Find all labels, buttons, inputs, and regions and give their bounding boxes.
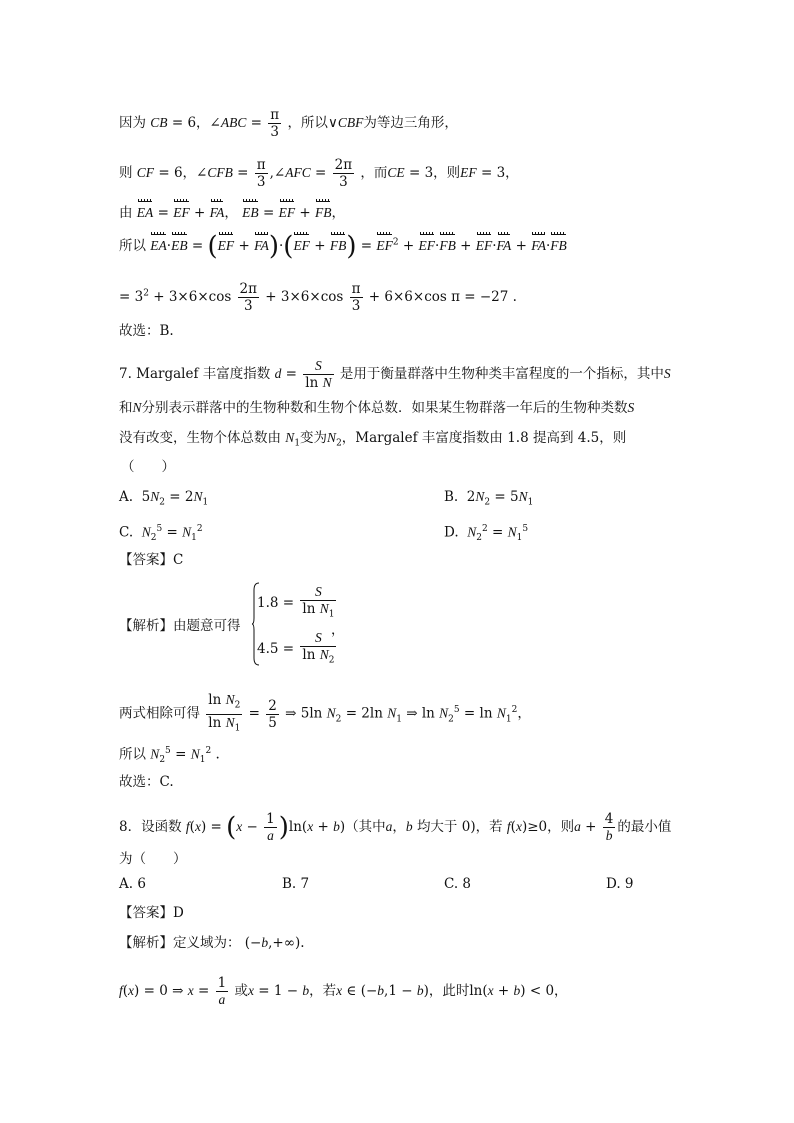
solution-7-intro: 【解析】由题意可得 <box>119 618 241 634</box>
line-dot-product: 所以 $EA\cdot EB = (EF + FA)\cdot(EF + FB) = EF^2 + EF\cdot FB + EF\cdot FA + FA\cdot FB$ <box>119 231 567 262</box>
solution-7-conclusion: 所以 $N_2^5 = N_1^2$ . <box>119 746 220 766</box>
option-7b[interactable]: B. $2N_2 = 5N_1$ <box>444 489 534 508</box>
answer-6: 故选：B. <box>119 323 174 339</box>
option-8a[interactable]: A. 6 <box>119 876 146 892</box>
question-7-line1: 7. Margalef 丰富度指数 d = $\frac{S}{\text{ln N}}$ 是用于衡量群落中生物种类丰富程度的一个指标，其中S <box>119 358 671 391</box>
solution-8-domain: 【解析】定义域为： (−b,+∞). <box>119 935 305 951</box>
option-7a[interactable]: A. $5N_2 = 2N_1$ <box>119 489 209 508</box>
option-8b[interactable]: B. 7 <box>282 876 310 892</box>
option-7d[interactable]: D. $N_2^2 = N_1^5$ <box>444 524 529 544</box>
solution-7-divide: 两式相除可得 $\frac{\ln N_2}{\ln N_1}$ = $\frac{2}{5}$ ⇒ 5ln $N_2 = 2\ln$ $N_1$ ⇒ $\ln N_2^5 = \ln N_1^2$， <box>119 692 531 734</box>
option-8d[interactable]: D. 9 <box>606 876 634 892</box>
answer-7: 故选：C. <box>119 774 174 790</box>
line-vectors: 由 EA = EF + FA， EB = EF + FB， <box>119 199 345 223</box>
line-result: = $3^2 + 3\times 6\times\cos$ $\frac{2\pi}{3}$ + 3×6×cos $\frac{\pi}{3}$ + 6×6×cos π = −27 . <box>119 281 517 314</box>
answer-8-label: 【答案】D <box>119 905 184 921</box>
option-8c[interactable]: C. 8 <box>444 876 472 892</box>
question-7-paren: （ ） <box>121 459 175 475</box>
line-equilateral: 因为 CB = 6，∠ABC = $\frac{\pi}{3}$ ，所以∨CBF为等边三角形， <box>119 107 458 140</box>
question-7-line3: 没有改变，生物个体总数由 $N_1$变为$N_2$，Margalef 丰富度指数由 1.8 提高到 4.5，则 <box>119 430 627 449</box>
question-7-line2: 和N分别表示群落中的生物种数和生物个体总数．如果某生物群落一年后的生物种类数S <box>119 400 635 416</box>
solution-8-zero: f(x) = 0 ⇒ x = $\frac{1}{a}$ 或x = 1 − b，若x ∈ (−b,1 − b)，此时ln(x + b) < 0， <box>119 975 568 1007</box>
line-angles: 则 CF = 6，∠CFB = $\frac{\pi}{3}$ ,∠AFC = $\frac{2\pi}{3}$ ，而CE = 3，则EF = 3， <box>119 157 519 190</box>
option-7c[interactable]: C. $N_2^5 = N_1^2$ <box>119 524 203 544</box>
equation-comma: ， <box>331 622 345 638</box>
equation-1: 1.8 = $\frac{S}{\ln N_1}$ <box>257 584 335 620</box>
equation-2: 4.5 = $\frac{S}{\ln N_2}$ <box>257 630 335 666</box>
question-8-line1: 8．设函数 f(x) = (x − $\frac{1}{a}$ )ln(x + b)（其中a，b 均大于 0)，若 f(x)≥0，则a + $\frac{4}{b}$ 的最小值 <box>119 811 672 843</box>
answer-7-label: 【答案】C <box>119 552 184 568</box>
question-8-line2: 为（ ） <box>119 851 187 867</box>
